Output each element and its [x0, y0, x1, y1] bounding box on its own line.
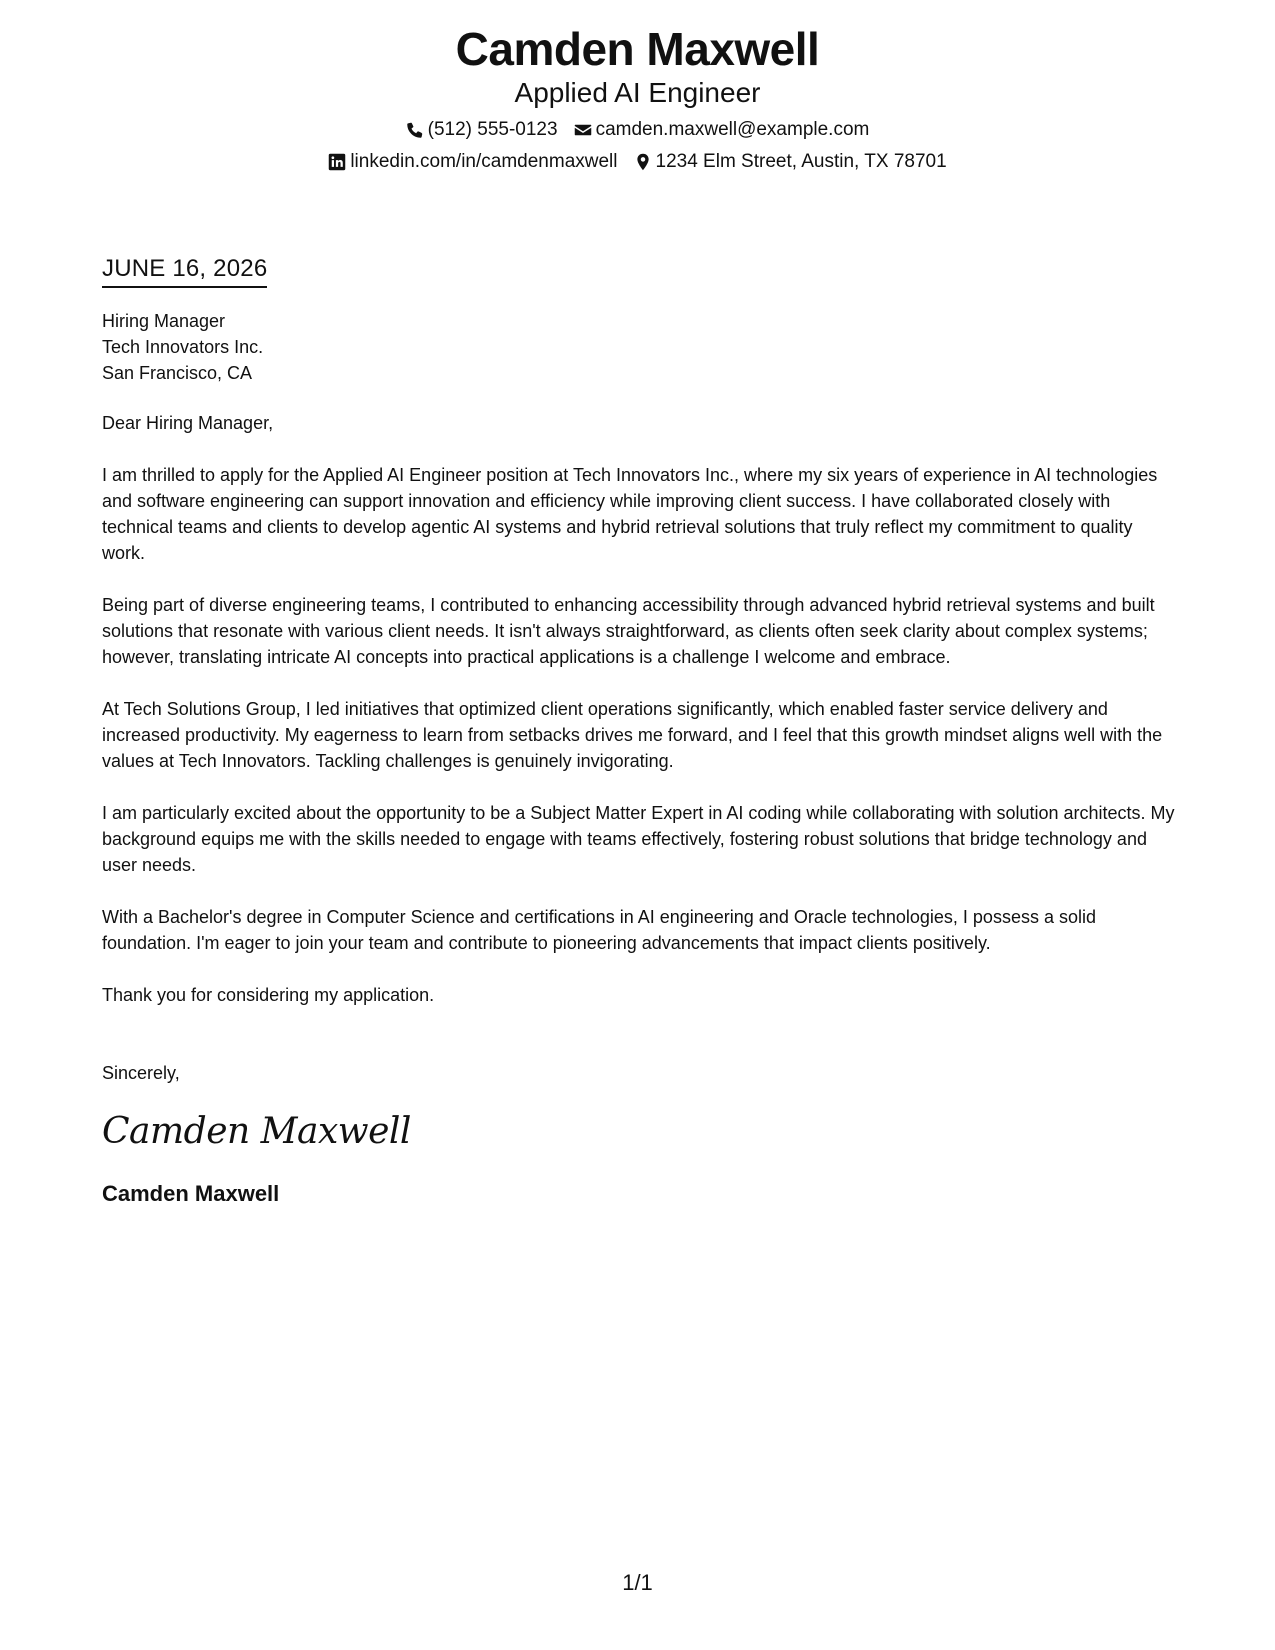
body-paragraph: At Tech Solutions Group, I led initiatives that optimized client operations significantly, which enabled faster service delivery and increased productivity. My eagerness to learn from setbacks drives me forward, and I feel that this growth mindset aligns well with the values at Tech Innovators. Tackling challenges is genuinely invigorating.: [102, 699, 1163, 771]
applicant-title: Applied AI Engineer: [514, 77, 761, 108]
body-paragraph: I am particularly excited about the opportunity to be a Subject Matter Expert in AI coding while collaborating with solution architects. My background equips me with the skills needed to engage with teams effectively, fostering robust solutions that bridge technology and user needs.: [102, 803, 1175, 875]
applicant-name: Camden Maxwell: [455, 23, 820, 75]
email-text[interactable]: camden.maxwell@example.com: [595, 119, 870, 140]
map-pin-icon: [634, 153, 652, 171]
letter-date: JUNE 16, 2026: [102, 254, 267, 288]
recipient-line: Tech Innovators Inc.: [102, 337, 264, 357]
address-text: 1234 Elm Street, Austin, TX 78701: [655, 151, 947, 172]
body-paragraph: Being part of diverse engineering teams, I contributed to enhancing accessibility through advanced hybrid retrieval systems and built solutions that resonate with various client needs. It isn't always straightforward, as clients often seek clarity about complex systems; however, translating intricate AI concepts into practical applications is a challenge I welcome and embrace.: [102, 595, 1155, 667]
contact-row-1: [0, 118, 1275, 142]
contact-row-2: [0, 150, 1275, 174]
recipient-block: [102, 308, 1177, 386]
thank-you-paragraph: Thank you for considering my application.: [102, 985, 435, 1005]
phone-icon: [406, 121, 424, 139]
contact-linkedin: [328, 150, 617, 174]
phone-text[interactable]: (512) 555-0123: [427, 119, 558, 140]
body-paragraph: I am thrilled to apply for the Applied AI Engineer position at Tech Innovators Inc., where my six years of experience in AI technologies and software engineering can support innovation and efficiency while improving client success. I have collaborated closely with technical teams and clients to develop agentic AI systems and hybrid retrieval solutions that truly reflect my commitment to quality work.: [102, 465, 1158, 563]
body-paragraph: With a Bachelor's degree in Computer Science and certifications in AI engineering and Oracle technologies, I possess a solid foundation. I'm eager to join your team and contribute to pioneering advancements that impact clients positively.: [102, 907, 1096, 953]
envelope-icon: [574, 121, 592, 139]
contact-email: [574, 118, 870, 142]
linkedin-text[interactable]: linkedin.com/in/camdenmaxwell: [350, 151, 618, 172]
closing: Sincerely,: [102, 1063, 180, 1083]
signer-name: Camden Maxwell: [102, 1181, 280, 1206]
signature: Camden Maxwell: [102, 1111, 411, 1152]
contact-phone: [406, 118, 558, 142]
salutation: Dear Hiring Manager,: [102, 413, 274, 433]
recipient-line: Hiring Manager: [102, 311, 226, 331]
letter-header: [0, 22, 1275, 174]
contact-address: [634, 150, 947, 174]
linkedin-icon: [328, 153, 346, 171]
page-number: 1/1: [622, 1570, 653, 1595]
letter-body: [102, 254, 1177, 1208]
recipient-line: San Francisco, CA: [102, 363, 253, 383]
